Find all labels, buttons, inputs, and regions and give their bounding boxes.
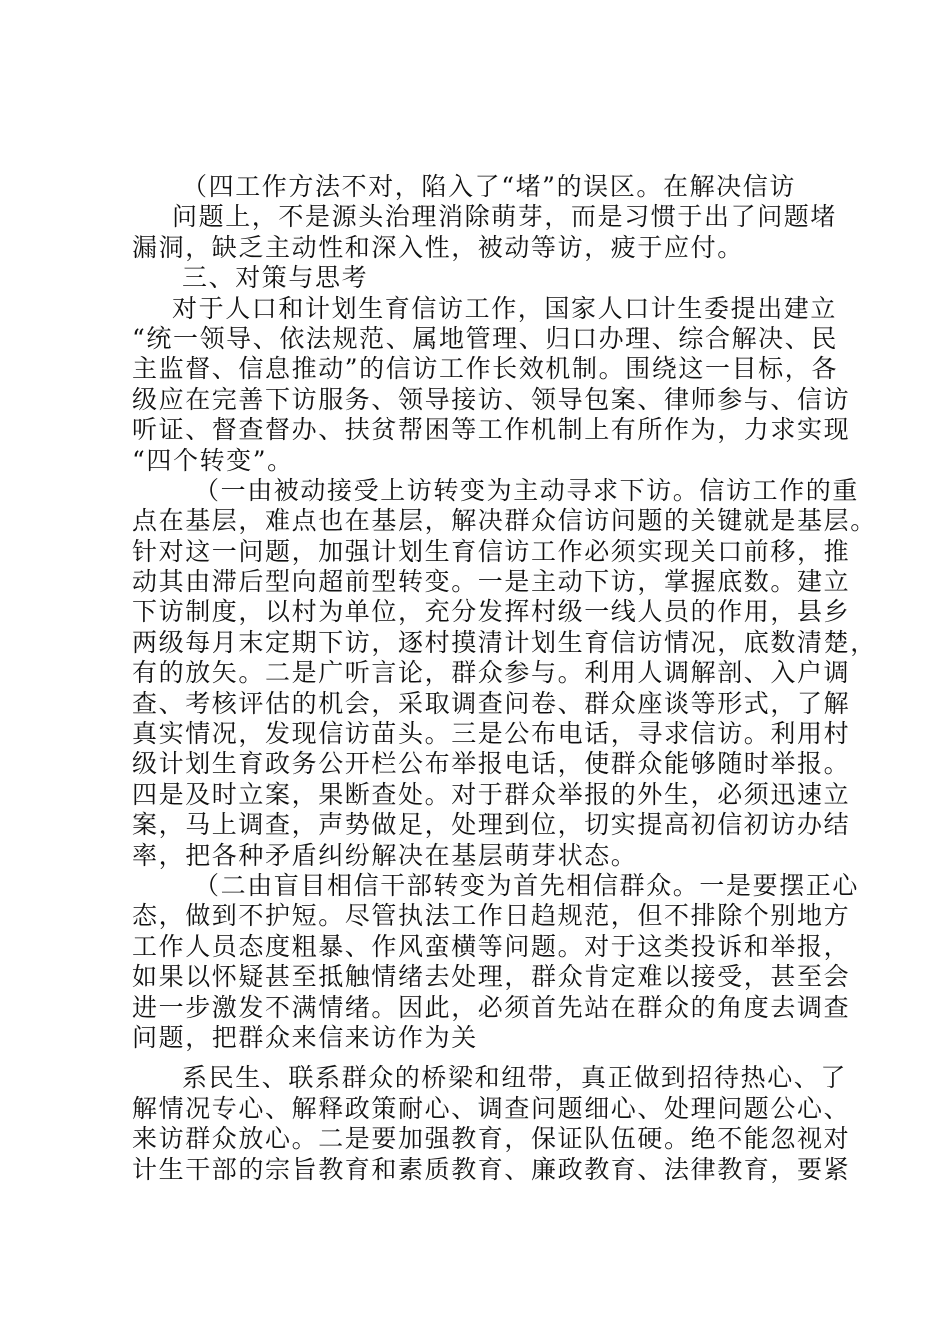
text-line: 问题上，不是源头治理消除萌芽，而是习惯于出了问题堵 — [172, 202, 838, 232]
text-line: （一由被动接受上访转变为主动寻求下访。信访工作的重 — [194, 475, 860, 505]
text-line: 系民生、联系群众的桥梁和纽带，真正做到招待热心、了 — [182, 1063, 848, 1093]
text-line: 案，马上调查，声势做足，处理到位，切实提高初信初访办结 — [132, 810, 851, 840]
text-line: 来访群众放心。二是要加强教育，保证队伍硬。绝不能忽视对 — [132, 1124, 851, 1154]
text-line: 针对这一问题，加强计划生育信访工作必须实现关口前移，推 — [132, 536, 851, 566]
text-line: 查、考核评估的机会，采取调查问卷、群众座谈等形式，了解 — [132, 688, 851, 718]
text-line: 真实情况，发现信访苗头。三是公布电话，寻求信访。利用村 — [132, 719, 851, 749]
text-line: 计生干部的宗旨教育和素质教育、廉政教育、法律教育，要紧 — [132, 1154, 851, 1184]
text-line: “四个转变”。 — [132, 445, 294, 475]
text-line: 漏洞，缺乏主动性和深入性，被动等访，疲于应付。 — [132, 232, 744, 262]
text-line: 级计划生育政务公开栏公布举报电话，使群众能够随时举报。 — [132, 749, 851, 779]
text-line: 下访制度，以村为单位，充分发挥村级一线人员的作用，县乡 — [132, 597, 851, 627]
text-line: 对于人口和计划生育信访工作，国家人口计生委提出建立 — [172, 293, 838, 323]
text-line: 工作人员态度粗暴、作风蛮横等问题。对于这类投诉和举报， — [132, 931, 851, 961]
text-line: 解情况专心、解释政策耐心、调查问题细心、处理问题公心、 — [132, 1093, 851, 1123]
text-line: 听证、督查督办、扶贫帮困等工作机制上有所作为，力求实现 — [132, 415, 851, 445]
text-line: 级应在完善下访服务、领导接访、领导包案、律师参与、信访 — [132, 384, 851, 414]
text-line: 进一步激发不满情绪。因此，必须首先站在群众的角度去调查 — [132, 992, 851, 1022]
text-line: 率，把各种矛盾纠纷解决在基层萌芽状态。 — [132, 840, 638, 870]
text-line: 问题，把群众来信来访作为关 — [132, 1022, 478, 1052]
text-line: （四工作方法不对，陷入了“堵”的误区。在解决信访 — [182, 172, 796, 201]
text-line: 四是及时立案，果断查处。对于群众举报的外生，必须迅速立 — [132, 779, 851, 809]
text-line: 点在基层，难点也在基层，解决群众信访问题的关键就是基层。 — [132, 506, 877, 536]
text-line: （二由盲目相信干部转变为首先相信群众。一是要摆正心 — [194, 870, 860, 900]
text-line: 有的放矢。二是广听言论，群众参与。利用人调解剖、入户调 — [132, 658, 851, 688]
text-line: 动其由滞后型向超前型转变。一是主动下访，掌握底数。建立 — [132, 567, 851, 597]
text-line: 态，做到不护短。尽管执法工作日趋规范，但不排除个别地方 — [132, 901, 851, 931]
text-line: 如果以怀疑甚至抵触情绪去处理，群众肯定难以接受，甚至会 — [132, 962, 851, 992]
text-line: 两级每月末定期下访，逐村摸清计划生育信访情况，底数清楚， — [132, 627, 877, 657]
text-line: “统一领导、依法规范、属地管理、归口办理、综合解决、民 — [132, 323, 838, 353]
text-line: 主监督、信息推动”的信访工作长效机制。围绕这一目标，各 — [132, 354, 838, 384]
document-body — [132, 172, 877, 1185]
section-heading: 三、对策与思考 — [182, 263, 369, 293]
